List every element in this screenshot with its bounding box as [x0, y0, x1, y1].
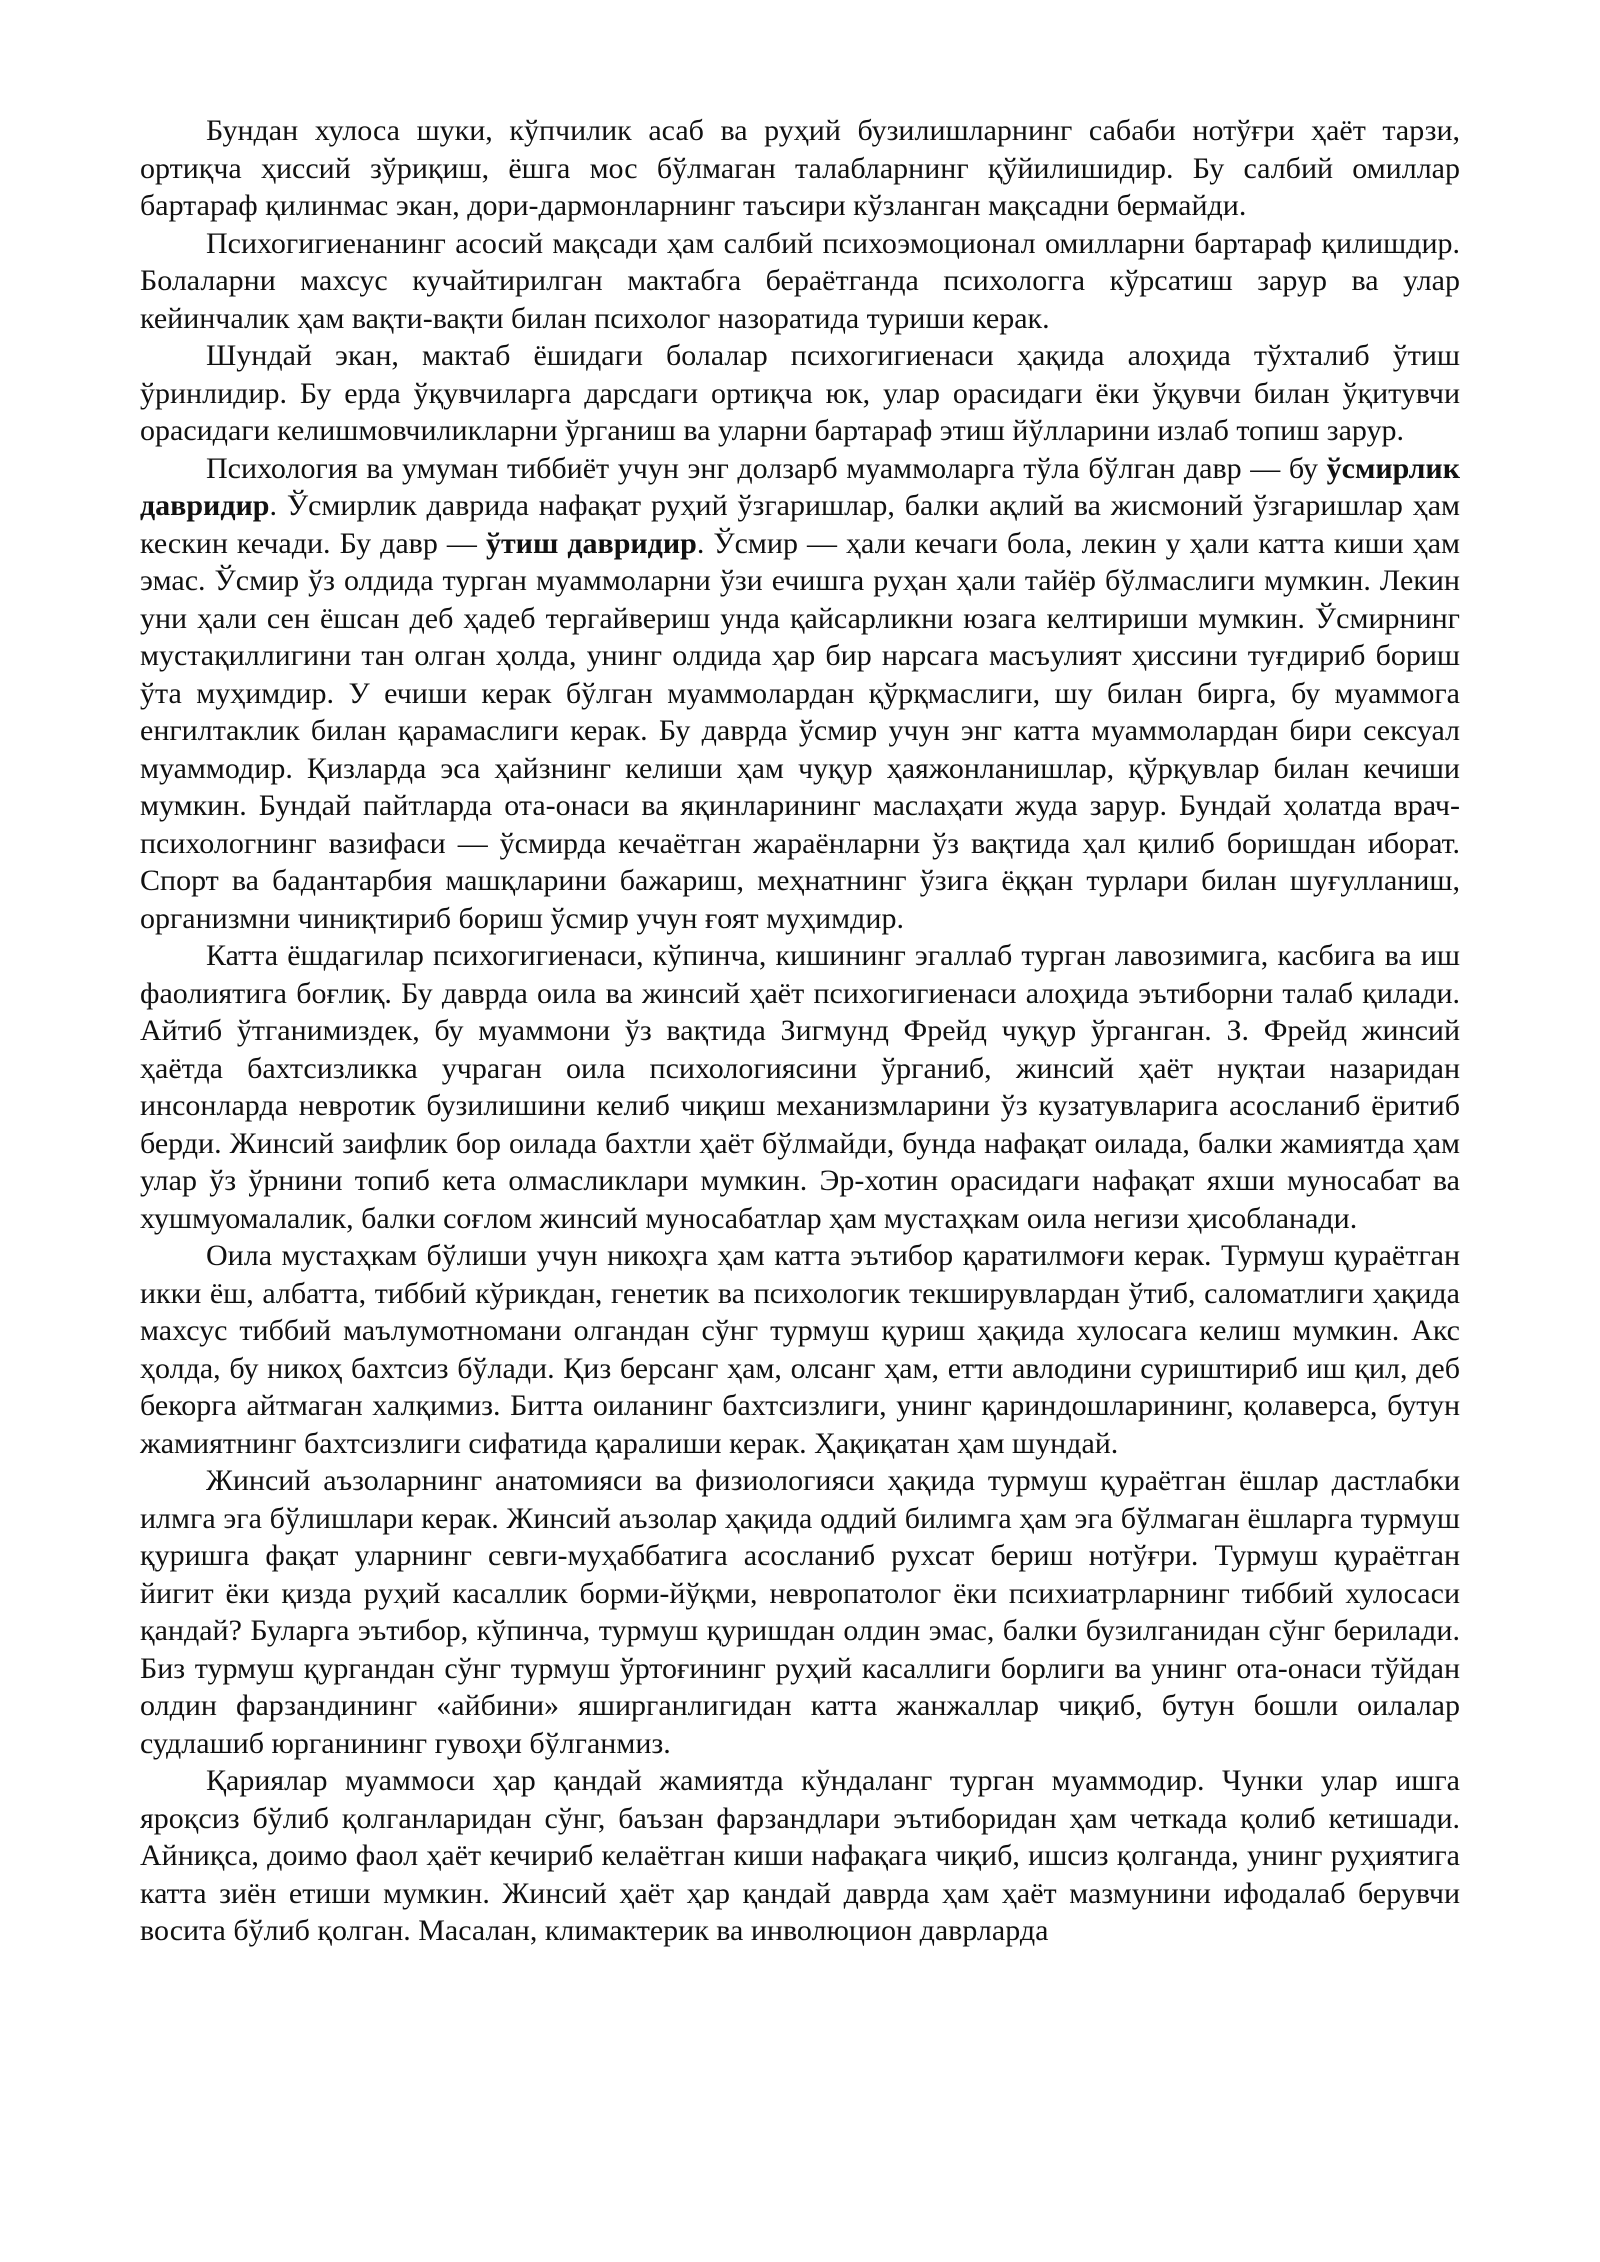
document-body [140, 112, 1460, 1950]
paragraph [140, 1462, 1460, 1762]
paragraph [140, 1237, 1460, 1462]
paragraph [140, 1762, 1460, 1950]
paragraph-text: Катта ёшдагилар психогигиенаси, кўпинча, кишининг эгаллаб турган лавозимига, касбига ва иш фаолиятига боғлиқ. Бу даврда оила ва жинсий ҳаёт психогигиенаси алоҳида эътиборни талаб қилади. Айтиб ўтганимиздек, бу муаммони ўз вақтида Зигмунд Фрейд чуқур ўрганган. З. Фрейд жинсий ҳаётда бахтсизликка учраган оила психологиясини ўрганиб, жинсий ҳаёт нуқтаи назаридан инсонларда невротик бузилишини келиб чиқиш механизмларини ўз кузатувларига асосланиб ёритиб берди. Жинсий заифлик бор оилада бахтли ҳаёт бўлмайди, бунда нафақат оилада, балки жамиятда ҳам улар ўз ўрнини топиб кета олмасликлари мумкин. Эр-хотин орасидаги нафақат яхши муносабат ва хушмуомалалик, балки соғлом жинсий муносабатлар ҳам мустаҳкам оила негизи ҳисобланади. [140, 939, 1460, 1235]
paragraph-text: Психогигиенанинг асосий мақсади ҳам салбий психоэмоционал омилларни бартараф қилишдир. Болаларни махсус кучайтирилган мактабга бераётганда психологга кўрсатиш зарур ва улар кейинчалик ҳам вақти-вақти билан психолог назоратида туриши керак. [140, 226, 1460, 335]
paragraph-text: Психология ва умуман тиббиёт учун энг долзарб муаммоларга тўла бўлган давр — бу [206, 451, 1327, 485]
bold-term: ўтиш давридир [485, 526, 697, 560]
paragraph-text: Бундан хулоса шуки, кўпчилик асаб ва руҳий бузилишларнинг сабаби нотўғри ҳаёт тарзи, ортиқча ҳиссий зўриқиш, ёшга мос бўлмаган талабларнинг қўйилишидир. Бу салбий омиллар бартараф қилинмас экан, дори-дармонларнинг таъсири кўзланган мақсадни бермайди. [140, 114, 1460, 222]
paragraph-text: Оила мустаҳкам бўлиши учун никоҳга ҳам катта эътибор қаратилмоғи керак. Турмуш қураётган икки ёш, албатта, тиббий кўрикдан, генетик ва психологик текширувлардан ўтиб, саломатлиги ҳақида махсус тиббий маълумотномани олгандан сўнг турмуш қуриш ҳақида хулосага келиш мумкин. Акс ҳолда, бу никоҳ бахтсиз бўлади. Қиз берсанг ҳам, олсанг ҳам, етти авлодини суриштириб иш қил, деб бекорга айтмаган халқимиз. Битта оиланинг бахтсизлиги, унинг қариндошларининг, қолаверса, бутун жамиятнинг бахтсизлиги сифатида қаралиши керак. Ҳақиқатан ҳам шундай. [140, 1239, 1460, 1460]
paragraph [140, 112, 1460, 225]
paragraph [140, 225, 1460, 338]
paragraph-text: . Ўсмир — ҳали кечаги бола, лекин у ҳали катта киши ҳам эмас. Ўсмир ўз олдида турган муаммоларни ўзи ечишга руҳан ҳали тайёр бўлмаслиги мумкин. Лекин уни ҳали сен ёшсан деб ҳадеб тергайвериш унда қайсарликни юзага келтириши мумкин. Ўсмирнинг мустақиллигини тан олган ҳолда, унинг олдида ҳар бир нарсага масъулият ҳиссини туғдириб бориш ўта муҳимдир. У ечиши керак бўлган муаммолардан қўрқмаслиги, шу билан бирга, бу муаммога енгилтаклик билан қарамаслиги керак. Бу даврда ўсмир учун энг катта муаммолардан бири сексуал муаммодир. Қизларда эса ҳайзнинг келиши ҳам чуқур ҳаяжонланишлар, қўрқувлар билан кечиши мумкин. Бундай пайтларда ота-онаси ва яқинларининг маслаҳати жуда зарур. Бундай ҳолатда врач-психологнинг вазифаси — ўсмирда кечаётган жараёнларни ўз вақтида ҳал қилиб боришдан иборат. Спорт ва бадантарбия машқларини бажариш, меҳнатнинг ўзига ёққан турлари билан шуғулланиш, организмни чиниқтириб бориш ўсмир учун ғоят муҳимдир. [140, 526, 1460, 935]
paragraph-text: Қариялар муаммоси ҳар қандай жамиятда кўндаланг турган муаммодир. Чунки улар ишга яроқсиз бўлиб қолганларидан сўнг, баъзан фарзандлари эътиборидан ҳам четкада қолиб кетишади. Айниқса, доимо фаол ҳаёт кечириб келаётган киши нафақага чиқиб, ишсиз қолганда, унинг руҳиятига катта зиён етиши мумкин. Жинсий ҳаёт ҳар қандай даврда ҳам ҳаёт мазмунини ифодалаб берувчи восита бўлиб қолган. Масалан, климактерик ва инволюцион даврларда [140, 1764, 1460, 1947]
paragraph-text: Шундай экан, мактаб ёшидаги болалар психогигиенаси ҳақида алоҳида тўхталиб ўтиш ўринлидир. Бу ерда ўқувчиларга дарсдаги ортиқча юк, улар орасидаги ёки ўқувчи билан ўқитувчи орасидаги келишмовчиликларни ўрганиш ва уларни бартараф этиш йўлларини излаб топиш зарур. [140, 339, 1460, 447]
paragraph [140, 337, 1460, 450]
paragraph [140, 937, 1460, 1237]
paragraph-text: . Ўсмирлик даврида нафақат руҳий ўзгаришлар, балки ақлий ва жисмоний ўзгаришлар ҳам кескин кечади. Бу давр — [140, 489, 1460, 560]
paragraph-text: Жинсий аъзоларнинг анатомияси ва физиологияси ҳақида турмуш қураётган ёшлар дастлабки илмга эга бўлишлари керак. Жинсий аъзолар ҳақида оддий билимга ҳам эга бўлмаган ёшларга турмуш қуришга фақат уларнинг севги-муҳаббатига асосланиб рухсат бериш нотўғри. Турмуш қураётган йигит ёки қизда руҳий касаллик борми-йўқми, невропатолог ёки психиатрларнинг тиббий хулосаси қандай? Буларга эътибор, кўпинча, турмуш қуришдан олдин эмас, балки бузилганидан сўнг берилади. Биз турмуш қургандан сўнг турмуш ўртоғининг руҳий касаллиги борлиги ва унинг ота-онаси тўйдан олдин фарзандининг «айбини» яширганлигидан катта жанжаллар чиқиб, бутун бошли оилалар судлашиб юрганининг гувоҳи бўлганмиз. [140, 1464, 1460, 1760]
paragraph [140, 450, 1460, 938]
bold-term: ўсмирлик давридир [140, 451, 1460, 522]
